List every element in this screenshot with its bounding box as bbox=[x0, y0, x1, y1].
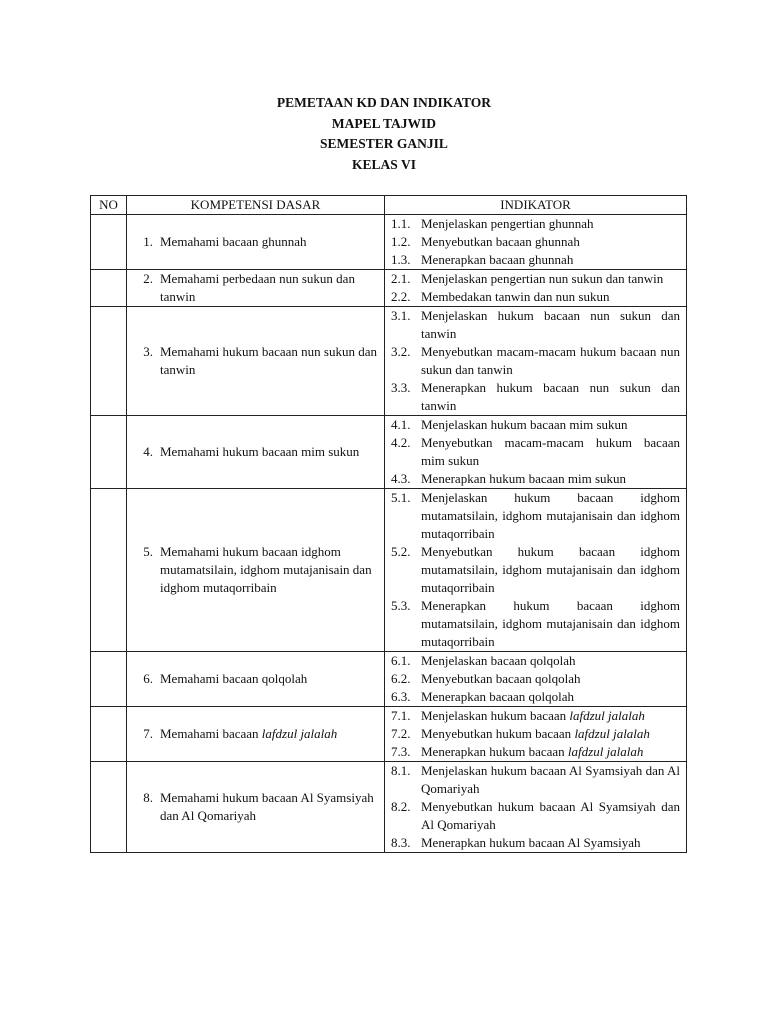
indikator-number: 8.1. bbox=[391, 763, 411, 778]
indikator-item bbox=[391, 251, 680, 269]
indikator-text-main: Menerapkan bacaan ghunnah bbox=[421, 252, 574, 267]
indikator-text bbox=[421, 416, 680, 434]
indikator-text bbox=[421, 670, 680, 688]
indikator-number: 6.3. bbox=[391, 689, 411, 704]
kd-text bbox=[160, 670, 378, 688]
indikator-number: 5.3. bbox=[391, 598, 411, 613]
table-row bbox=[91, 270, 687, 307]
indikator-text-main: Menjelaskan pengertian ghunnah bbox=[421, 216, 594, 231]
table-header-row bbox=[91, 196, 687, 215]
indikator-text bbox=[421, 379, 680, 415]
indikator-text bbox=[421, 343, 680, 379]
indikator-cell bbox=[385, 762, 687, 853]
header-no: NO bbox=[91, 196, 127, 215]
table-row bbox=[91, 307, 687, 416]
indikator-text-main: Menerapkan hukum bacaan Al Syamsiyah bbox=[421, 835, 641, 850]
kd-text-main: Memahami hukum bacaan Al Syamsiyah dan Al Qomariyah bbox=[160, 790, 374, 823]
indikator-number: 4.2. bbox=[391, 435, 411, 450]
kd-text bbox=[160, 233, 378, 251]
row-no-cell bbox=[91, 762, 127, 853]
kd-text-main: Memahami perbedaan nun sukun dan tanwin bbox=[160, 271, 355, 304]
indikator-number: 6.1. bbox=[391, 653, 411, 668]
indikator-item bbox=[391, 343, 680, 379]
kd-text-main: Memahami bacaan bbox=[160, 726, 262, 741]
indikator-text-main: Menyebutkan hukum bacaan Al Syamsiyah dan Al Qomariyah bbox=[421, 799, 680, 832]
kd-entry bbox=[133, 670, 378, 688]
kd-indikator-table bbox=[90, 195, 687, 853]
indikator-item bbox=[391, 379, 680, 415]
indikator-item bbox=[391, 434, 680, 470]
kompetensi-dasar-cell bbox=[127, 270, 385, 307]
row-no-cell bbox=[91, 652, 127, 707]
indikator-cell bbox=[385, 489, 687, 652]
title-line-4: KELAS VI bbox=[352, 156, 416, 172]
indikator-text-main: Menjelaskan hukum bacaan bbox=[421, 708, 570, 723]
kd-text-main: Memahami bacaan ghunnah bbox=[160, 234, 307, 249]
indikator-number: 1.3. bbox=[391, 252, 411, 267]
indikator-item bbox=[391, 707, 680, 725]
indikator-item bbox=[391, 233, 680, 251]
indikator-number: 7.1. bbox=[391, 708, 411, 723]
kd-entry bbox=[133, 725, 378, 743]
indikator-number: 1.2. bbox=[391, 234, 411, 249]
indikator-item bbox=[391, 307, 680, 343]
indikator-number: 6.2. bbox=[391, 671, 411, 686]
kompetensi-dasar-cell bbox=[127, 307, 385, 416]
indikator-text-main: Menjelaskan hukum bacaan mim sukun bbox=[421, 417, 628, 432]
indikator-text bbox=[421, 270, 680, 288]
indikator-text bbox=[421, 489, 680, 543]
kd-text bbox=[160, 343, 378, 379]
indikator-text-main: Menjelaskan pengertian nun sukun dan tanwin bbox=[421, 271, 664, 286]
kd-number: 8. bbox=[143, 790, 153, 805]
indikator-text-main: Menyebutkan bacaan qolqolah bbox=[421, 671, 581, 686]
row-no-cell bbox=[91, 215, 127, 270]
indikator-item bbox=[391, 416, 680, 434]
indikator-number: 3.3. bbox=[391, 380, 411, 395]
table-row bbox=[91, 762, 687, 853]
row-no-cell bbox=[91, 270, 127, 307]
indikator-text-main: Menyebutkan hukum bacaan bbox=[421, 726, 575, 741]
kd-entry bbox=[133, 543, 378, 597]
indikator-text bbox=[421, 688, 680, 706]
indikator-number: 3.2. bbox=[391, 344, 411, 359]
kd-text-main: Memahami hukum bacaan idghom mutamatsilain, idghom mutajanisain dan idghom mutaqorribain bbox=[160, 544, 372, 595]
table-row bbox=[91, 416, 687, 489]
title-line-2: MAPEL TAJWID bbox=[331, 115, 437, 131]
indikator-text-main: Menyebutkan bacaan ghunnah bbox=[421, 234, 580, 249]
indikator-text bbox=[421, 707, 680, 725]
indikator-text-main: Menjelaskan bacaan qolqolah bbox=[421, 653, 576, 668]
indikator-text-main: Menerapkan hukum bacaan mim sukun bbox=[421, 471, 627, 486]
kd-text bbox=[160, 725, 378, 743]
indikator-text-main: Menyebutkan macam-macam hukum bacaan nun sukun dan tanwin bbox=[421, 344, 680, 377]
indikator-number: 8.3. bbox=[391, 835, 411, 850]
indikator-cell bbox=[385, 416, 687, 489]
header-indikator: INDIKATOR bbox=[385, 196, 687, 215]
indikator-item bbox=[391, 288, 680, 306]
indikator-number: 8.2. bbox=[391, 799, 411, 814]
indikator-number: 3.1. bbox=[391, 308, 411, 323]
indikator-number: 2.2. bbox=[391, 289, 411, 304]
kd-entry bbox=[133, 233, 378, 251]
row-no-cell bbox=[91, 707, 127, 762]
title-line-1: PEMETAAN KD DAN INDIKATOR bbox=[276, 95, 492, 110]
indikator-text bbox=[421, 543, 680, 597]
indikator-text-main: Menjelaskan hukum bacaan Al Syamsiyah dan Al Qomariyah bbox=[421, 763, 680, 796]
indikator-item bbox=[391, 270, 680, 288]
indikator-text-italic: lafdzul jalalah bbox=[567, 744, 644, 759]
indikator-text-main: Menyebutkan hukum bacaan idghom mutamatsilain, idghom mutajanisain dan idghom mutaqorribain bbox=[421, 544, 680, 595]
indikator-cell bbox=[385, 307, 687, 416]
indikator-text bbox=[421, 725, 680, 743]
kd-text-main: Memahami hukum bacaan nun sukun dan tanwin bbox=[160, 344, 377, 377]
indikator-text bbox=[421, 470, 680, 488]
indikator-text-main: Membedakan tanwin dan nun sukun bbox=[421, 289, 610, 304]
kompetensi-dasar-cell bbox=[127, 762, 385, 853]
indikator-text bbox=[421, 743, 680, 761]
indikator-text bbox=[421, 798, 680, 834]
indikator-text-italic: lafdzul jalalah bbox=[569, 708, 645, 723]
kd-number: 5. bbox=[143, 544, 153, 559]
kd-number: 2. bbox=[143, 271, 153, 286]
table-row bbox=[91, 652, 687, 707]
indikator-text bbox=[421, 233, 680, 251]
kd-text-italic: lafdzul jalalah bbox=[261, 726, 338, 741]
indikator-number: 7.2. bbox=[391, 726, 411, 741]
indikator-text bbox=[421, 215, 680, 233]
indikator-text bbox=[421, 652, 680, 670]
header-kompetensi-dasar: KOMPETENSI DASAR bbox=[127, 196, 385, 215]
kompetensi-dasar-cell bbox=[127, 652, 385, 707]
indikator-item bbox=[391, 670, 680, 688]
indikator-text-main: Menerapkan hukum bacaan nun sukun dan tanwin bbox=[421, 380, 680, 413]
table-row bbox=[91, 215, 687, 270]
indikator-cell bbox=[385, 215, 687, 270]
indikator-item bbox=[391, 834, 680, 852]
indikator-text-main: Menjelaskan hukum bacaan nun sukun dan tanwin bbox=[421, 308, 680, 341]
kd-entry bbox=[133, 343, 378, 379]
indikator-text-main: Menerapkan hukum bacaan bbox=[421, 744, 568, 759]
indikator-item bbox=[391, 597, 680, 651]
table-body bbox=[91, 215, 687, 853]
indikator-number: 4.1. bbox=[391, 417, 411, 432]
indikator-item bbox=[391, 743, 680, 761]
indikator-text bbox=[421, 288, 680, 306]
indikator-cell bbox=[385, 652, 687, 707]
document-title-block bbox=[0, 93, 768, 175]
kd-number: 1. bbox=[143, 234, 153, 249]
indikator-item bbox=[391, 215, 680, 233]
row-no-cell bbox=[91, 416, 127, 489]
kompetensi-dasar-cell bbox=[127, 707, 385, 762]
indikator-item bbox=[391, 725, 680, 743]
indikator-cell bbox=[385, 270, 687, 307]
kompetensi-dasar-cell bbox=[127, 215, 385, 270]
indikator-text-main: Menjelaskan hukum bacaan idghom mutamatsilain, idghom mutajanisain dan idghom mutaqorribain bbox=[421, 490, 680, 541]
row-no-cell bbox=[91, 489, 127, 652]
row-no-cell bbox=[91, 307, 127, 416]
kd-text bbox=[160, 270, 378, 306]
indikator-text-main: Menerapkan hukum bacaan idghom mutamatsilain, idghom mutajanisain dan idghom mutaqorribain bbox=[421, 598, 680, 649]
indikator-text bbox=[421, 834, 680, 852]
indikator-item bbox=[391, 798, 680, 834]
indikator-text-italic: lafdzul jalalah bbox=[574, 726, 650, 741]
kd-text-main: Memahami bacaan qolqolah bbox=[160, 671, 308, 686]
indikator-number: 1.1. bbox=[391, 216, 411, 231]
indikator-item bbox=[391, 762, 680, 798]
indikator-text bbox=[421, 251, 680, 269]
indikator-text-main: Menyebutkan macam-macam hukum bacaan mim sukun bbox=[421, 435, 680, 468]
indikator-item bbox=[391, 470, 680, 488]
kd-number: 4. bbox=[143, 444, 153, 459]
kd-text bbox=[160, 443, 378, 461]
kd-entry bbox=[133, 270, 378, 306]
indikator-item bbox=[391, 652, 680, 670]
indikator-item bbox=[391, 543, 680, 597]
indikator-item bbox=[391, 688, 680, 706]
indikator-number: 5.1. bbox=[391, 490, 411, 505]
indikator-text bbox=[421, 597, 680, 651]
indikator-number: 2.1. bbox=[391, 271, 411, 286]
kd-entry bbox=[133, 789, 378, 825]
indikator-number: 7.3. bbox=[391, 744, 411, 759]
kd-entry bbox=[133, 443, 378, 461]
kd-number: 6. bbox=[143, 671, 153, 686]
table-row bbox=[91, 489, 687, 652]
indikator-number: 5.2. bbox=[391, 544, 411, 559]
kd-text bbox=[160, 789, 378, 825]
kd-number: 7. bbox=[143, 726, 153, 741]
table-row bbox=[91, 707, 687, 762]
indikator-text bbox=[421, 307, 680, 343]
indikator-cell bbox=[385, 707, 687, 762]
kd-text bbox=[160, 543, 378, 597]
indikator-text bbox=[421, 762, 680, 798]
kd-text-main: Memahami hukum bacaan mim sukun bbox=[160, 444, 360, 459]
indikator-text bbox=[421, 434, 680, 470]
indikator-number: 4.3. bbox=[391, 471, 411, 486]
indikator-item bbox=[391, 489, 680, 543]
kd-number: 3. bbox=[143, 344, 153, 359]
kompetensi-dasar-cell bbox=[127, 416, 385, 489]
kompetensi-dasar-cell bbox=[127, 489, 385, 652]
title-line-3: SEMESTER GANJIL bbox=[320, 136, 448, 151]
indikator-text-main: Menerapkan bacaan qolqolah bbox=[421, 689, 575, 704]
